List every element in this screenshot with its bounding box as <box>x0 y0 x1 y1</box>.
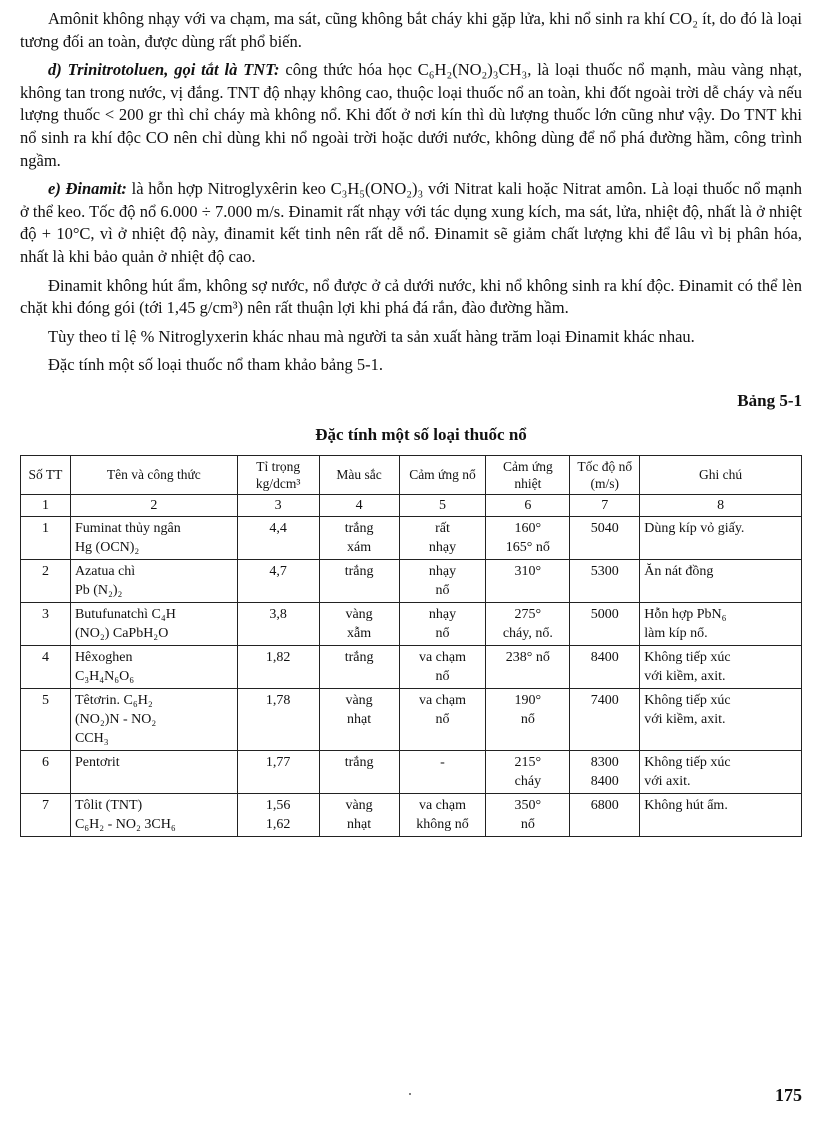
column-number: 5 <box>399 494 486 516</box>
cell-name: Têtơrin. C₆H₂ (NO₂)N - NO₂ CCH₃ <box>70 688 237 750</box>
cell-thermal: 190° nổ <box>486 688 570 750</box>
cell-impact: va chạm nổ <box>399 688 486 750</box>
cell-color: vàng nhạt <box>319 688 399 750</box>
column-header: Tốc độ nổ (m/s) <box>570 455 640 494</box>
cell-no: 7 <box>21 793 71 836</box>
cell-thermal: 310° <box>486 559 570 602</box>
table-row <box>21 559 802 602</box>
cell-density: 1,82 <box>237 645 319 688</box>
cell-velocity: 5300 <box>570 559 640 602</box>
table-row <box>21 793 802 836</box>
cell-note: Ăn nát đồng <box>640 559 802 602</box>
cell-no: 3 <box>21 602 71 645</box>
table-body <box>21 516 802 836</box>
table-column-number-row <box>21 494 802 516</box>
cell-velocity: 8400 <box>570 645 640 688</box>
column-number: 8 <box>640 494 802 516</box>
cell-no: 6 <box>21 750 71 793</box>
table-row <box>21 602 802 645</box>
column-header: Ghi chú <box>640 455 802 494</box>
cell-color: trắng xám <box>319 516 399 559</box>
cell-impact: va chạm nổ <box>399 645 486 688</box>
cell-note: Hỗn hợp PbN₆ làm kíp nổ. <box>640 602 802 645</box>
cell-no: 5 <box>21 688 71 750</box>
paragraph-dinamit-types: Tùy theo tỉ lệ % Nitroglyxerin khác nhau mà người ta sản xuất hàng trăm loại Đinamit khác nhau. <box>48 326 695 346</box>
column-header: Cảm ứng nổ <box>399 455 486 494</box>
cell-color: trắng <box>319 559 399 602</box>
cell-name: Azatua chì Pb (N₂)₂ <box>70 559 237 602</box>
paragraph-dinamit <box>20 178 802 268</box>
table-row <box>21 750 802 793</box>
cell-impact: nhạy nổ <box>399 559 486 602</box>
cell-velocity: 7400 <box>570 688 640 750</box>
paragraph-amonit: Amônit không nhạy với va chạm, ma sát, cũng không bắt cháy khi gặp lửa, khi nổ sinh ra khí CO₂ ít, do đó là loại tương đối an toàn, được dùng rất phổ biến. <box>20 9 802 51</box>
cell-velocity: 8300 8400 <box>570 750 640 793</box>
cell-density: 4,4 <box>237 516 319 559</box>
column-number: 1 <box>21 494 71 516</box>
column-number: 2 <box>70 494 237 516</box>
cell-thermal: 350° nổ <box>486 793 570 836</box>
paragraph-dinamit-properties: Đinamit không hút ẩm, không sợ nước, nổ được ở cả dưới nước, khi nổ không sinh ra khí độc. Đinamit có thể lèn chặt khi đóng gói (tới 1,45 g/cm³) nên rất thuận lợi khi phá đá rắn, đào đường hầm. <box>20 275 802 318</box>
cell-note: Không tiếp xúc với axit. <box>640 750 802 793</box>
stray-dot <box>409 1093 411 1095</box>
table-header-row <box>21 455 802 494</box>
table-row <box>21 688 802 750</box>
cell-velocity: 5040 <box>570 516 640 559</box>
tnt-heading: d) Trinitrotoluen, gọi tắt là TNT: <box>48 60 280 80</box>
table-row <box>21 516 802 559</box>
table-title: Đặc tính một số loại thuốc nổ <box>315 424 527 444</box>
cell-impact: rất nhạy <box>399 516 486 559</box>
table-row <box>21 645 802 688</box>
cell-impact: - <box>399 750 486 793</box>
cell-velocity: 5000 <box>570 602 640 645</box>
page-content <box>20 8 802 837</box>
cell-no: 4 <box>21 645 71 688</box>
cell-density: 4,7 <box>237 559 319 602</box>
cell-name: Tôlit (TNT) C₆H₂ - NO₂ 3CH₆ <box>70 793 237 836</box>
cell-impact: nhạy nổ <box>399 602 486 645</box>
column-header: Màu sắc <box>319 455 399 494</box>
cell-color: trắng <box>319 645 399 688</box>
cell-velocity: 6800 <box>570 793 640 836</box>
cell-impact: va chạm không nổ <box>399 793 486 836</box>
cell-density: 1,78 <box>237 688 319 750</box>
cell-note: Dùng kíp vỏ giấy. <box>640 516 802 559</box>
cell-thermal: 215° cháy <box>486 750 570 793</box>
cell-color: trắng <box>319 750 399 793</box>
cell-density: 1,56 1,62 <box>237 793 319 836</box>
cell-name: Butufunatchì C₄H (NO₂) CaPbH₂O <box>70 602 237 645</box>
cell-no: 1 <box>21 516 71 559</box>
page-number: 175 <box>775 1085 802 1105</box>
cell-name: Pentơrit <box>70 750 237 793</box>
cell-note: Không tiếp xúc với kiềm, axit. <box>640 688 802 750</box>
cell-thermal: 238° nổ <box>486 645 570 688</box>
cell-note: Không hút ẩm. <box>640 793 802 836</box>
cell-density: 3,8 <box>237 602 319 645</box>
dinamit-heading: e) Đinamit: <box>48 179 127 199</box>
cell-thermal: 275° cháy, nổ. <box>486 602 570 645</box>
paragraph-table-reference: Đặc tính một số loại thuốc nổ tham khảo bảng 5-1. <box>48 355 383 375</box>
cell-density: 1,77 <box>237 750 319 793</box>
column-number: 6 <box>486 494 570 516</box>
explosives-table <box>20 455 802 837</box>
column-number: 3 <box>237 494 319 516</box>
cell-color: vàng xẫm <box>319 602 399 645</box>
cell-color: vàng nhạt <box>319 793 399 836</box>
dinamit-body: là hỗn hợp Nitroglyxêrin keo C₃H₅(ONO₂)₃ với Nitrat kali hoặc Nitrat amôn. Là loại thuốc nổ mạnh ở thể keo. Tốc độ nổ 6.000 ÷ 7.000 m/s. Đinamit rất nhạy với tác dụng xung kích, ma sát, lửa, nhiệt độ, nhất là ở nhiệt độ + 10°C, vì ở nhiệt độ này, đinamit kết tinh nên rất dễ nổ. Đinamit sẽ giảm chất lượng khi để lâu vì bị phân hóa, nhất là khi bảo quản ở nhiệt độ cao. <box>20 179 802 266</box>
cell-name: Hêxoghen C₃H₄N₆O₆ <box>70 645 237 688</box>
column-number: 4 <box>319 494 399 516</box>
paragraph-tnt <box>20 59 802 172</box>
column-header: Cảm ứng nhiệt <box>486 455 570 494</box>
cell-no: 2 <box>21 559 71 602</box>
cell-thermal: 160° 165° nổ <box>486 516 570 559</box>
cell-name: Fuminat thủy ngân Hg (OCN)₂ <box>70 516 237 559</box>
column-number: 7 <box>570 494 640 516</box>
column-header: Số TT <box>21 455 71 494</box>
column-header: Tên và công thức <box>70 455 237 494</box>
column-header: Tỉ trọng kg/dcm³ <box>237 455 319 494</box>
tnt-body: công thức hóa học C₆H₂(NO₂)₃CH₃, là loại thuốc nổ mạnh, màu vàng nhạt, không tan trong nước, vị đắng. TNT độ nhạy không cao, thuộc loại thuốc nổ an toàn, khi đốt ngoài trời dễ cháy và nếu lượng thuốc < 200 gr thì chỉ cháy mà không nổ. Khi đốt ở nơi kín thì dù lượng thuốc lớn cũng như vậy. Do TNT khi nổ sinh ra khí độc CO nên chỉ dùng khi nổ ngoài trời hoặc dưới nước, không dùng để nổ phá đường hầm, công trình ngầm. <box>20 60 802 170</box>
cell-note: Không tiếp xúc với kiềm, axit. <box>640 645 802 688</box>
table-label: Bảng 5-1 <box>737 390 802 410</box>
